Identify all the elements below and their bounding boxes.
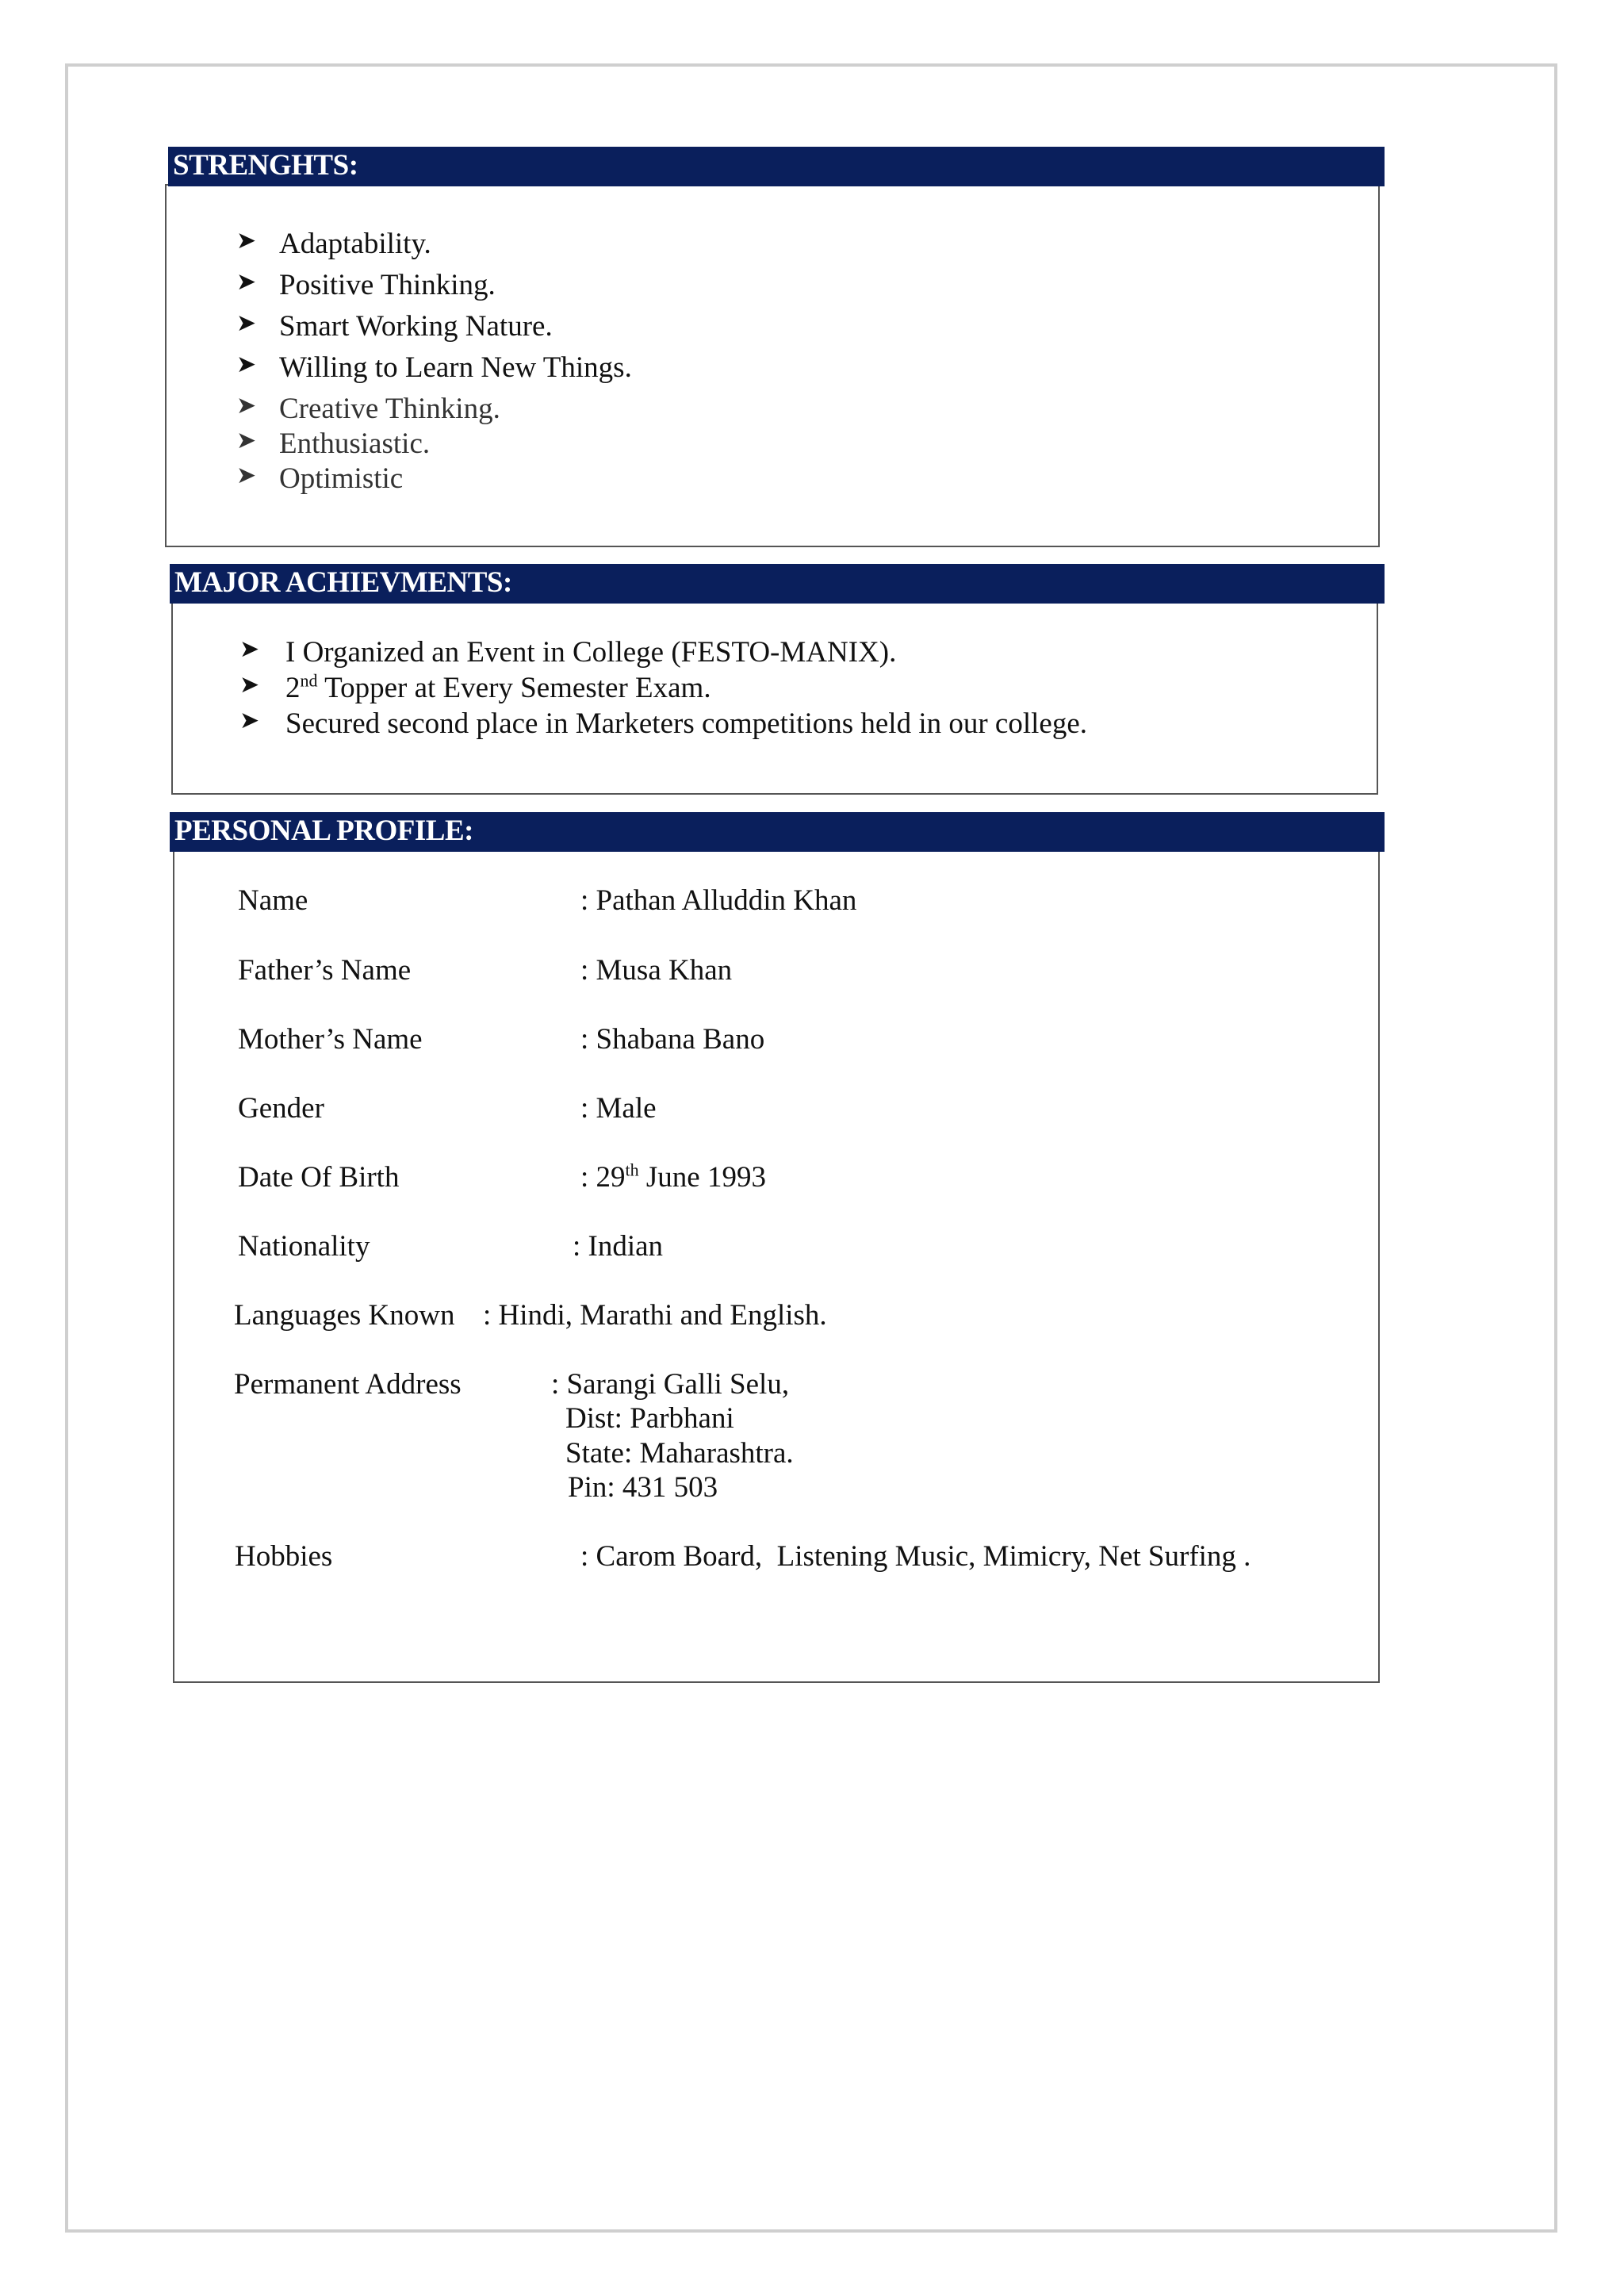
list-item	[236, 268, 496, 302]
dob-day-suffix: th	[625, 1159, 639, 1180]
arrow-bullet-icon: ➤	[236, 427, 257, 454]
languages-value: : Hindi, Marathi and English.	[483, 1299, 827, 1332]
name-label: Name	[238, 884, 308, 917]
strength-text: Willing to Learn New Things.	[279, 351, 632, 384]
arrow-bullet-icon: ➤	[236, 269, 257, 295]
hobbies-value: : Carom Board, Listening Music, Mimicry, Net Surfing .	[580, 1540, 1251, 1573]
achievement-rank: 2	[285, 672, 301, 704]
father-value: : Musa Khan	[580, 954, 733, 987]
gender-value: : Male	[580, 1092, 657, 1125]
address-line-2: Dist: Parbhani	[565, 1402, 734, 1435]
list-item	[239, 635, 896, 669]
dob-rest: June 1993	[638, 1161, 766, 1194]
achievements-header: MAJOR ACHIEVMENTS:	[170, 564, 1385, 604]
mother-value: : Shabana Bano	[580, 1023, 765, 1056]
achievement-text: Topper at Every Semester Exam.	[317, 672, 711, 704]
list-item	[239, 671, 711, 705]
arrow-bullet-icon: ➤	[236, 228, 257, 254]
arrow-bullet-icon: ➤	[236, 310, 257, 336]
strength-text: Creative Thinking.	[279, 393, 500, 425]
hobbies-label: Hobbies	[235, 1540, 333, 1573]
strength-text: Enthusiastic.	[279, 427, 431, 460]
arrow-bullet-icon: ➤	[236, 462, 257, 489]
address-line-1: : Sarangi Galli Selu,	[551, 1368, 790, 1401]
address-line-3: State: Maharashtra.	[565, 1437, 794, 1470]
strength-text: Adaptability.	[279, 228, 431, 260]
achievement-rank-suffix: nd	[300, 670, 318, 691]
name-value: : Pathan Alluddin Khan	[580, 884, 857, 917]
gender-label: Gender	[238, 1092, 324, 1125]
nationality-value: : Indian	[573, 1230, 664, 1263]
dob-value	[580, 1160, 766, 1194]
nationality-label: Nationality	[238, 1230, 370, 1263]
arrow-bullet-icon: ➤	[236, 351, 257, 378]
list-item	[236, 462, 403, 496]
arrow-bullet-icon: ➤	[239, 672, 260, 698]
list-item	[236, 427, 430, 461]
dob-day: : 29	[580, 1161, 626, 1194]
list-item	[236, 392, 500, 426]
address-line-4: Pin: 431 503	[568, 1471, 718, 1504]
dob-label: Date Of Birth	[238, 1161, 400, 1194]
father-label: Father’s Name	[238, 954, 412, 987]
list-item	[236, 351, 632, 385]
profile-header: PERSONAL PROFILE:	[170, 812, 1385, 852]
address-label: Permanent Address	[234, 1368, 462, 1401]
mother-label: Mother’s Name	[238, 1023, 423, 1056]
arrow-bullet-icon: ➤	[239, 636, 260, 662]
list-item	[236, 309, 553, 343]
languages-label: Languages Known	[234, 1299, 455, 1332]
arrow-bullet-icon: ➤	[236, 393, 257, 419]
achievement-text: Secured second place in Marketers competitions held in our college.	[285, 707, 1087, 740]
achievement-text: I Organized an Event in College (FESTO-MANIX).	[285, 636, 897, 669]
strengths-header: STRENGHTS:	[168, 147, 1385, 186]
strength-text: Optimistic	[279, 462, 404, 495]
list-item	[236, 227, 431, 261]
list-item	[239, 707, 1087, 741]
strength-text: Smart Working Nature.	[279, 310, 553, 343]
arrow-bullet-icon: ➤	[239, 707, 260, 734]
strength-text: Positive Thinking.	[279, 269, 496, 301]
